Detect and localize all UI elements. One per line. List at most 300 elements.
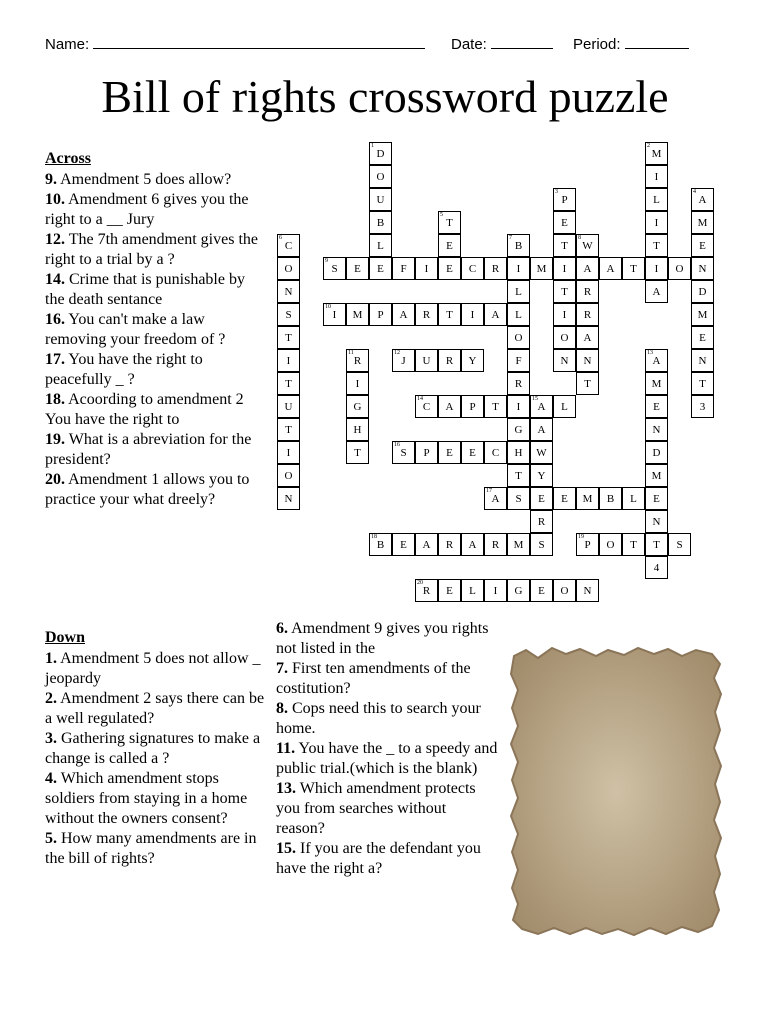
grid-cell[interactable] <box>461 303 484 326</box>
cell-letter: I <box>562 309 567 321</box>
grid-cell[interactable] <box>530 464 553 487</box>
down-clues-right <box>276 619 498 879</box>
grid-cell[interactable] <box>553 211 576 234</box>
cell-letter: A <box>491 493 500 505</box>
cell-letter: R <box>537 516 546 528</box>
cell-letter: E <box>377 263 384 275</box>
down-clue <box>276 739 498 779</box>
name-label: Name: <box>45 36 90 53</box>
grid-cell[interactable] <box>484 303 507 326</box>
grid-cell[interactable] <box>553 579 576 602</box>
cell-letter: N <box>652 424 661 436</box>
grid-cell[interactable] <box>691 372 714 395</box>
grid-cell[interactable] <box>507 280 530 303</box>
grid-cell[interactable] <box>392 441 415 464</box>
grid-cell[interactable] <box>346 257 369 280</box>
cell-letter: R <box>491 539 500 551</box>
cell-letter: C <box>468 263 477 275</box>
clue-number: 15. <box>276 840 296 857</box>
grid-cell[interactable] <box>645 441 668 464</box>
grid-cell[interactable] <box>507 395 530 418</box>
cell-letter: R <box>583 309 592 321</box>
clue-text: Which amendment protects you from searches without reason? <box>276 780 476 837</box>
grid-cell[interactable] <box>645 234 668 257</box>
cell-letter: R <box>583 286 592 298</box>
grid-cell[interactable] <box>415 395 438 418</box>
grid-cell[interactable] <box>553 257 576 280</box>
grid-cell[interactable] <box>392 349 415 372</box>
clue-text: Amendment 2 says there can be a well regulated? <box>45 690 265 727</box>
grid-cell[interactable] <box>645 142 668 165</box>
grid-cell[interactable] <box>645 556 668 579</box>
grid-cell[interactable] <box>461 349 484 372</box>
grid-cell[interactable] <box>576 372 599 395</box>
clue-number: 16. <box>45 311 65 328</box>
cell-letter: B <box>376 539 385 551</box>
grid-cell[interactable] <box>645 418 668 441</box>
grid-cell[interactable] <box>691 303 714 326</box>
grid-cell[interactable] <box>277 487 300 510</box>
clue-text: First ten amendments of the costitution? <box>276 660 471 697</box>
grid-cell[interactable] <box>277 303 300 326</box>
grid-cell[interactable] <box>415 257 438 280</box>
grid-cell[interactable] <box>691 257 714 280</box>
cell-letter: T <box>630 263 637 275</box>
grid-cell[interactable] <box>438 303 461 326</box>
grid-cell[interactable] <box>392 257 415 280</box>
cell-number: 20 <box>417 580 423 586</box>
cell-letter: P <box>469 401 476 413</box>
clue-text: How many amendments are in the bill of rights? <box>45 830 257 867</box>
grid-cell[interactable] <box>277 326 300 349</box>
grid-cell[interactable] <box>484 257 507 280</box>
cell-letter: I <box>654 263 659 275</box>
cell-letter: 4 <box>653 562 660 574</box>
clue-text: Gathering signatures to make a change is called a ? <box>45 730 261 767</box>
grid-cell[interactable] <box>461 579 484 602</box>
clue-number: 17. <box>45 351 65 368</box>
grid-cell[interactable] <box>415 441 438 464</box>
grid-cell[interactable] <box>668 533 691 556</box>
cell-letter: U <box>376 194 385 206</box>
cell-letter: W <box>582 240 593 252</box>
grid-cell[interactable] <box>346 395 369 418</box>
grid-cell[interactable] <box>645 533 668 556</box>
across-clue-list <box>45 170 267 510</box>
cell-letter: A <box>491 309 500 321</box>
cell-letter: C <box>284 240 293 252</box>
cell-letter: T <box>446 309 453 321</box>
grid-cell[interactable] <box>461 441 484 464</box>
grid-cell[interactable] <box>645 280 668 303</box>
grid-cell[interactable] <box>438 395 461 418</box>
cell-letter: M <box>697 309 708 321</box>
grid-cell[interactable] <box>507 441 530 464</box>
cell-number: 4 <box>693 189 696 195</box>
cell-letter: T <box>492 401 499 413</box>
cell-letter: O <box>284 263 293 275</box>
grid-cell[interactable] <box>438 441 461 464</box>
cell-letter: E <box>400 539 407 551</box>
grid-cell[interactable] <box>438 234 461 257</box>
grid-cell[interactable] <box>346 441 369 464</box>
cell-number: 11 <box>348 350 354 356</box>
grid-cell[interactable] <box>576 533 599 556</box>
grid-cell[interactable] <box>691 234 714 257</box>
cell-letter: R <box>445 539 454 551</box>
grid-cell[interactable] <box>438 257 461 280</box>
grid-cell[interactable] <box>530 487 553 510</box>
cell-letter: D <box>652 447 661 459</box>
grid-cell[interactable] <box>369 165 392 188</box>
grid-cell[interactable] <box>369 142 392 165</box>
grid-cell[interactable] <box>507 487 530 510</box>
grid-cell[interactable] <box>553 303 576 326</box>
cell-number: 7 <box>509 235 512 241</box>
cell-letter: I <box>654 171 659 183</box>
across-clue <box>45 270 267 310</box>
down-clue <box>276 659 498 699</box>
cell-number: 15 <box>532 396 538 402</box>
clue-number: 4. <box>45 770 57 787</box>
grid-cell[interactable] <box>668 257 691 280</box>
grid-cell[interactable] <box>599 257 622 280</box>
grid-cell[interactable] <box>507 579 530 602</box>
down-clue <box>45 829 267 869</box>
grid-cell[interactable] <box>622 487 645 510</box>
cell-letter: S <box>676 539 683 551</box>
cell-letter: M <box>352 309 363 321</box>
cell-letter: I <box>332 309 337 321</box>
across-clue <box>45 170 267 190</box>
grid-cell[interactable] <box>530 395 553 418</box>
cell-letter: T <box>699 378 706 390</box>
across-clue <box>45 350 267 390</box>
grid-cell[interactable] <box>507 464 530 487</box>
cell-letter: U <box>284 401 293 413</box>
cell-number: 17 <box>486 488 492 494</box>
clue-text: Crime that is punishable by the death sentance <box>45 271 245 308</box>
cell-letter: E <box>538 493 545 505</box>
cell-letter: T <box>285 424 292 436</box>
down-clue <box>45 729 267 769</box>
cell-letter: N <box>652 516 661 528</box>
cell-letter: A <box>698 194 707 206</box>
clue-number: 18. <box>45 391 65 408</box>
grid-cell[interactable] <box>576 579 599 602</box>
cell-letter: J <box>401 355 406 367</box>
clue-number: 1. <box>45 650 57 667</box>
grid-cell[interactable] <box>438 533 461 556</box>
grid-cell[interactable] <box>484 579 507 602</box>
cell-letter: S <box>515 493 522 505</box>
cell-letter: D <box>698 286 707 298</box>
clue-text: Amendment 5 does allow? <box>57 171 232 188</box>
grid-cell[interactable] <box>691 326 714 349</box>
grid-cell[interactable] <box>691 349 714 372</box>
grid-cell[interactable] <box>530 533 553 556</box>
grid-cell[interactable] <box>415 303 438 326</box>
grid-cell[interactable] <box>576 349 599 372</box>
cell-number: 5 <box>440 212 443 218</box>
cell-letter: F <box>400 263 407 275</box>
grid-cell[interactable] <box>645 211 668 234</box>
grid-cell[interactable] <box>553 234 576 257</box>
cell-number: 6 <box>279 235 282 241</box>
clue-text: The 7th amendment gives the right to a trial by a ? <box>45 231 258 268</box>
grid-cell[interactable] <box>507 303 530 326</box>
cell-letter: M <box>513 539 524 551</box>
cell-letter: I <box>355 378 360 390</box>
grid-cell[interactable] <box>369 303 392 326</box>
grid-cell[interactable] <box>645 257 668 280</box>
cell-number: 8 <box>578 235 581 241</box>
cell-letter: T <box>285 332 292 344</box>
cell-letter: S <box>400 447 407 459</box>
cell-letter: M <box>582 493 593 505</box>
across-clue <box>45 230 267 270</box>
cell-letter: E <box>561 493 568 505</box>
cell-letter: B <box>606 493 615 505</box>
down-clue-list-right <box>276 619 498 879</box>
clue-number: 3. <box>45 730 57 747</box>
grid-cell[interactable] <box>277 280 300 303</box>
grid-cell[interactable] <box>576 234 599 257</box>
grid-cell[interactable] <box>484 487 507 510</box>
cell-letter: A <box>445 401 454 413</box>
grid-cell[interactable] <box>277 234 300 257</box>
across-clues <box>45 147 267 510</box>
grid-cell[interactable] <box>530 257 553 280</box>
cell-letter: A <box>652 286 661 298</box>
cell-letter: A <box>652 355 661 367</box>
cell-letter: N <box>284 493 293 505</box>
grid-cell[interactable] <box>346 349 369 372</box>
grid-cell[interactable] <box>484 395 507 418</box>
clue-text: You can't make a law removing your freedom of ? <box>45 311 226 348</box>
clue-text: Which amendment stops soldiers from staying in a home without the owners consent? <box>45 770 248 827</box>
grid-cell[interactable] <box>576 303 599 326</box>
grid-cell[interactable] <box>530 579 553 602</box>
grid-cell[interactable] <box>507 533 530 556</box>
grid-cell[interactable] <box>323 257 346 280</box>
grid-cell[interactable] <box>277 372 300 395</box>
cell-letter: E <box>446 585 453 597</box>
grid-cell[interactable] <box>392 303 415 326</box>
grid-cell[interactable] <box>346 303 369 326</box>
cell-letter: P <box>423 447 430 459</box>
clue-text: Acoording to amendment 2 You have the right to <box>45 391 244 428</box>
grid-cell[interactable] <box>507 418 530 441</box>
cell-letter: I <box>286 355 291 367</box>
cell-letter: R <box>514 378 523 390</box>
cell-letter: D <box>376 148 385 160</box>
cell-number: 1 <box>371 143 374 149</box>
grid-cell[interactable] <box>691 188 714 211</box>
grid-cell[interactable] <box>645 165 668 188</box>
cell-letter: A <box>422 539 431 551</box>
grid-cell[interactable] <box>530 510 553 533</box>
clue-number: 9. <box>45 171 57 188</box>
across-clue <box>45 190 267 230</box>
cell-letter: T <box>584 378 591 390</box>
cell-letter: C <box>422 401 431 413</box>
cell-letter: M <box>536 263 547 275</box>
cell-letter: M <box>651 148 662 160</box>
down-clues-left <box>45 626 267 869</box>
grid-cell[interactable] <box>691 395 714 418</box>
cell-letter: H <box>514 447 523 459</box>
grid-cell[interactable] <box>553 326 576 349</box>
grid-cell[interactable] <box>507 257 530 280</box>
cell-letter: S <box>285 309 292 321</box>
cell-letter: L <box>630 493 637 505</box>
grid-cell[interactable] <box>277 464 300 487</box>
grid-cell[interactable] <box>438 579 461 602</box>
grid-cell[interactable] <box>691 280 714 303</box>
grid-cell[interactable] <box>369 211 392 234</box>
cell-letter: L <box>653 194 660 206</box>
clue-text: Amendment 1 allows you to practice your what dreely? <box>45 471 250 508</box>
clue-number: 8. <box>276 700 288 717</box>
cell-letter: T <box>561 286 568 298</box>
cell-number: 14 <box>417 396 423 402</box>
grid-cell[interactable] <box>576 487 599 510</box>
grid-cell[interactable] <box>576 326 599 349</box>
grid-cell[interactable] <box>323 303 346 326</box>
clue-text: If you are the defendant you have the right a? <box>276 840 481 877</box>
down-clue <box>276 779 498 839</box>
grid-cell[interactable] <box>461 533 484 556</box>
grid-cell[interactable] <box>461 395 484 418</box>
cell-letter: N <box>583 585 592 597</box>
cell-letter: C <box>491 447 500 459</box>
grid-cell[interactable] <box>691 211 714 234</box>
cell-letter: E <box>561 217 568 229</box>
grid-cell[interactable] <box>530 441 553 464</box>
grid-cell[interactable] <box>507 234 530 257</box>
cell-letter: A <box>583 263 592 275</box>
grid-cell[interactable] <box>553 349 576 372</box>
grid-cell[interactable] <box>369 188 392 211</box>
grid-cell[interactable] <box>645 464 668 487</box>
down-clue <box>276 699 498 739</box>
grid-cell[interactable] <box>484 533 507 556</box>
grid-cell[interactable] <box>277 395 300 418</box>
cell-letter: I <box>516 401 521 413</box>
grid-cell[interactable] <box>438 349 461 372</box>
cell-letter: E <box>354 263 361 275</box>
grid-cell[interactable] <box>553 188 576 211</box>
cell-letter: B <box>376 217 385 229</box>
cell-letter: N <box>698 355 707 367</box>
cell-letter: E <box>699 240 706 252</box>
cell-letter: O <box>284 470 293 482</box>
grid-cell[interactable] <box>484 441 507 464</box>
grid-cell[interactable] <box>346 372 369 395</box>
grid-cell[interactable] <box>645 372 668 395</box>
grid-cell[interactable] <box>415 533 438 556</box>
grid-cell[interactable] <box>369 257 392 280</box>
clue-number: 19. <box>45 431 65 448</box>
grid-cell[interactable] <box>576 280 599 303</box>
clue-text: Cops need this to search your home. <box>276 700 481 737</box>
date-label: Date: <box>451 36 487 53</box>
grid-cell[interactable] <box>576 257 599 280</box>
cell-letter: T <box>653 240 660 252</box>
down-clue <box>45 649 267 689</box>
cell-letter: F <box>515 355 522 367</box>
grid-cell[interactable] <box>507 372 530 395</box>
cell-letter: G <box>514 585 523 597</box>
grid-cell[interactable] <box>369 234 392 257</box>
cell-letter: R <box>422 309 431 321</box>
cell-number: 16 <box>394 442 400 448</box>
clue-text: Amendment 9 gives you rights not listed in the <box>276 620 489 657</box>
cell-letter: O <box>675 263 684 275</box>
grid-cell[interactable] <box>645 349 668 372</box>
grid-cell[interactable] <box>369 533 392 556</box>
cell-letter: P <box>377 309 384 321</box>
grid-cell[interactable] <box>599 487 622 510</box>
grid-cell[interactable] <box>507 326 530 349</box>
parchment-image <box>508 644 724 938</box>
cell-letter: T <box>515 470 522 482</box>
grid-cell[interactable] <box>553 280 576 303</box>
cell-number: 12 <box>394 350 400 356</box>
cell-letter: I <box>286 447 291 459</box>
grid-cell[interactable] <box>277 441 300 464</box>
cell-letter: H <box>353 424 362 436</box>
grid-cell[interactable] <box>645 510 668 533</box>
grid-cell[interactable] <box>415 349 438 372</box>
cell-letter: E <box>653 401 660 413</box>
cell-number: 2 <box>647 143 650 149</box>
grid-cell[interactable] <box>553 487 576 510</box>
grid-cell[interactable] <box>507 349 530 372</box>
grid-cell[interactable] <box>622 533 645 556</box>
grid-cell[interactable] <box>346 418 369 441</box>
grid-cell[interactable] <box>277 418 300 441</box>
cell-letter: N <box>698 263 707 275</box>
grid-cell[interactable] <box>599 533 622 556</box>
grid-cell[interactable] <box>645 487 668 510</box>
cell-letter: I <box>424 263 429 275</box>
grid-cell[interactable] <box>530 418 553 441</box>
cell-letter: I <box>493 585 498 597</box>
grid-cell[interactable] <box>645 395 668 418</box>
grid-cell[interactable] <box>277 257 300 280</box>
grid-cell[interactable] <box>622 257 645 280</box>
clue-number: 5. <box>45 830 57 847</box>
grid-cell[interactable] <box>392 533 415 556</box>
clue-number: 10. <box>45 191 65 208</box>
clue-number: 14. <box>45 271 65 288</box>
clue-text: What is a abreviation for the president? <box>45 431 252 468</box>
cell-letter: L <box>469 585 476 597</box>
grid-cell[interactable] <box>645 188 668 211</box>
cell-letter: O <box>560 332 569 344</box>
cell-letter: 3 <box>699 401 706 413</box>
grid-cell[interactable] <box>415 579 438 602</box>
grid-cell[interactable] <box>438 211 461 234</box>
grid-cell[interactable] <box>553 395 576 418</box>
grid-cell[interactable] <box>461 257 484 280</box>
cell-letter: G <box>514 424 523 436</box>
grid-cell[interactable] <box>277 349 300 372</box>
cell-letter: I <box>654 217 659 229</box>
clue-text: You have the right to peacefully _ ? <box>45 351 203 388</box>
